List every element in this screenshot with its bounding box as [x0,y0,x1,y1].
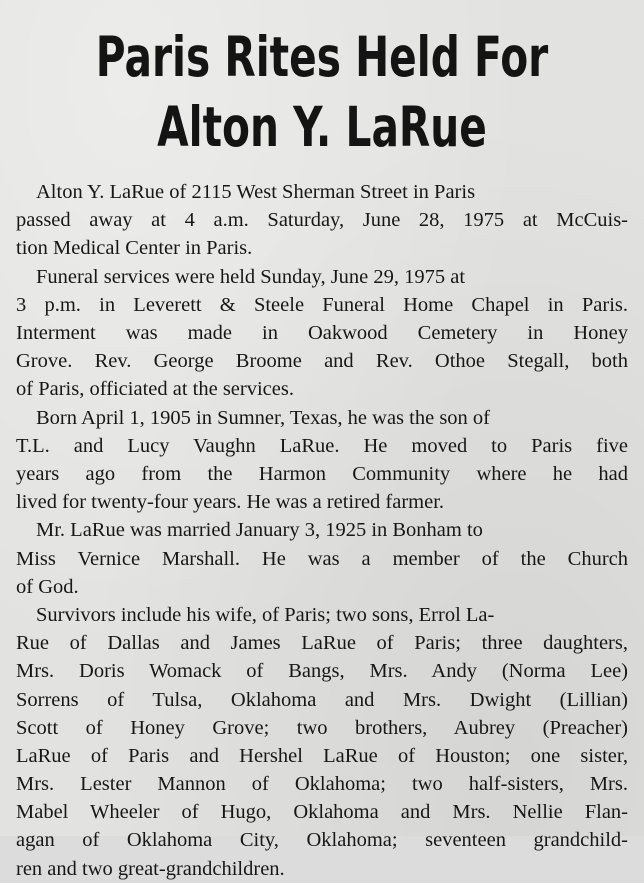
text-line: of God. [16,575,79,598]
text-line: years ago from the Harmon Community where he had [16,462,628,485]
text-line: passed away at 4 a.m. Saturday, June 28, 1975 at McCuis- [16,209,628,232]
article-body [16,178,628,883]
text-line: ren and two great-grandchildren. [16,857,285,880]
paragraph-death-notice [16,178,628,263]
text-line: Born April 1, 1905 in Sumner, Texas, he was the son of [36,406,491,429]
text-line: Mrs. Doris Womack of Bangs, Mrs. Andy (Norma Lee) [16,660,628,683]
text-line: 3 p.m. in Leverett & Steele Funeral Home Chapel in Paris. [16,293,628,316]
headline [0,0,644,162]
text-line: Interment was made in Oakwood Cemetery in Honey [16,321,628,344]
text-line: agan of Oklahoma City, Oklahoma; seventeen grandchild- [16,829,628,852]
text-line: T.L. and Lucy Vaughn LaRue. He moved to Paris five [16,434,628,457]
headline-line-1: Paris Rites Held For [95,25,549,89]
text-line: lived for twenty-four years. He was a retired farmer. [16,491,445,514]
text-line: Mrs. Lester Mannon of Oklahoma; two half-sisters, Mrs. [16,773,628,796]
text-line: of Paris, officiated at the services. [16,378,294,401]
paragraph-survivors [16,601,628,883]
text-line: Mabel Wheeler of Hugo, Oklahoma and Mrs. Nellie Flan- [16,801,628,824]
text-line: LaRue of Paris and Hershel LaRue of Houston; one sister, [16,744,628,767]
headline-line-2: Alton Y. LaRue [157,95,487,159]
text-line: Mr. LaRue was married January 3, 1925 in Bonham to [36,519,483,542]
paragraph-funeral-services [16,263,628,404]
paragraph-biography [16,404,628,517]
text-line: Scott of Honey Grove; two brothers, Aubrey (Preacher) [16,716,628,739]
text-line: Grove. Rev. George Broome and Rev. Othoe Stegall, both [16,350,628,373]
text-line: Alton Y. LaRue of 2115 West Sherman Street in Paris [36,181,476,203]
paragraph-marriage [16,516,628,601]
text-line: Survivors include his wife, of Paris; two sons, Errol La- [36,603,495,626]
text-line: tion Medical Center in Paris. [16,237,253,260]
text-line: Rue of Dallas and James LaRue of Paris; three daughters, [16,632,628,655]
text-line: Funeral services were held Sunday, June 29, 1975 at [36,265,466,288]
text-line: Miss Vernice Marshall. He was a member of the Church [16,547,628,570]
text-line: Sorrens of Tulsa, Oklahoma and Mrs. Dwight (Lillian) [16,688,628,711]
